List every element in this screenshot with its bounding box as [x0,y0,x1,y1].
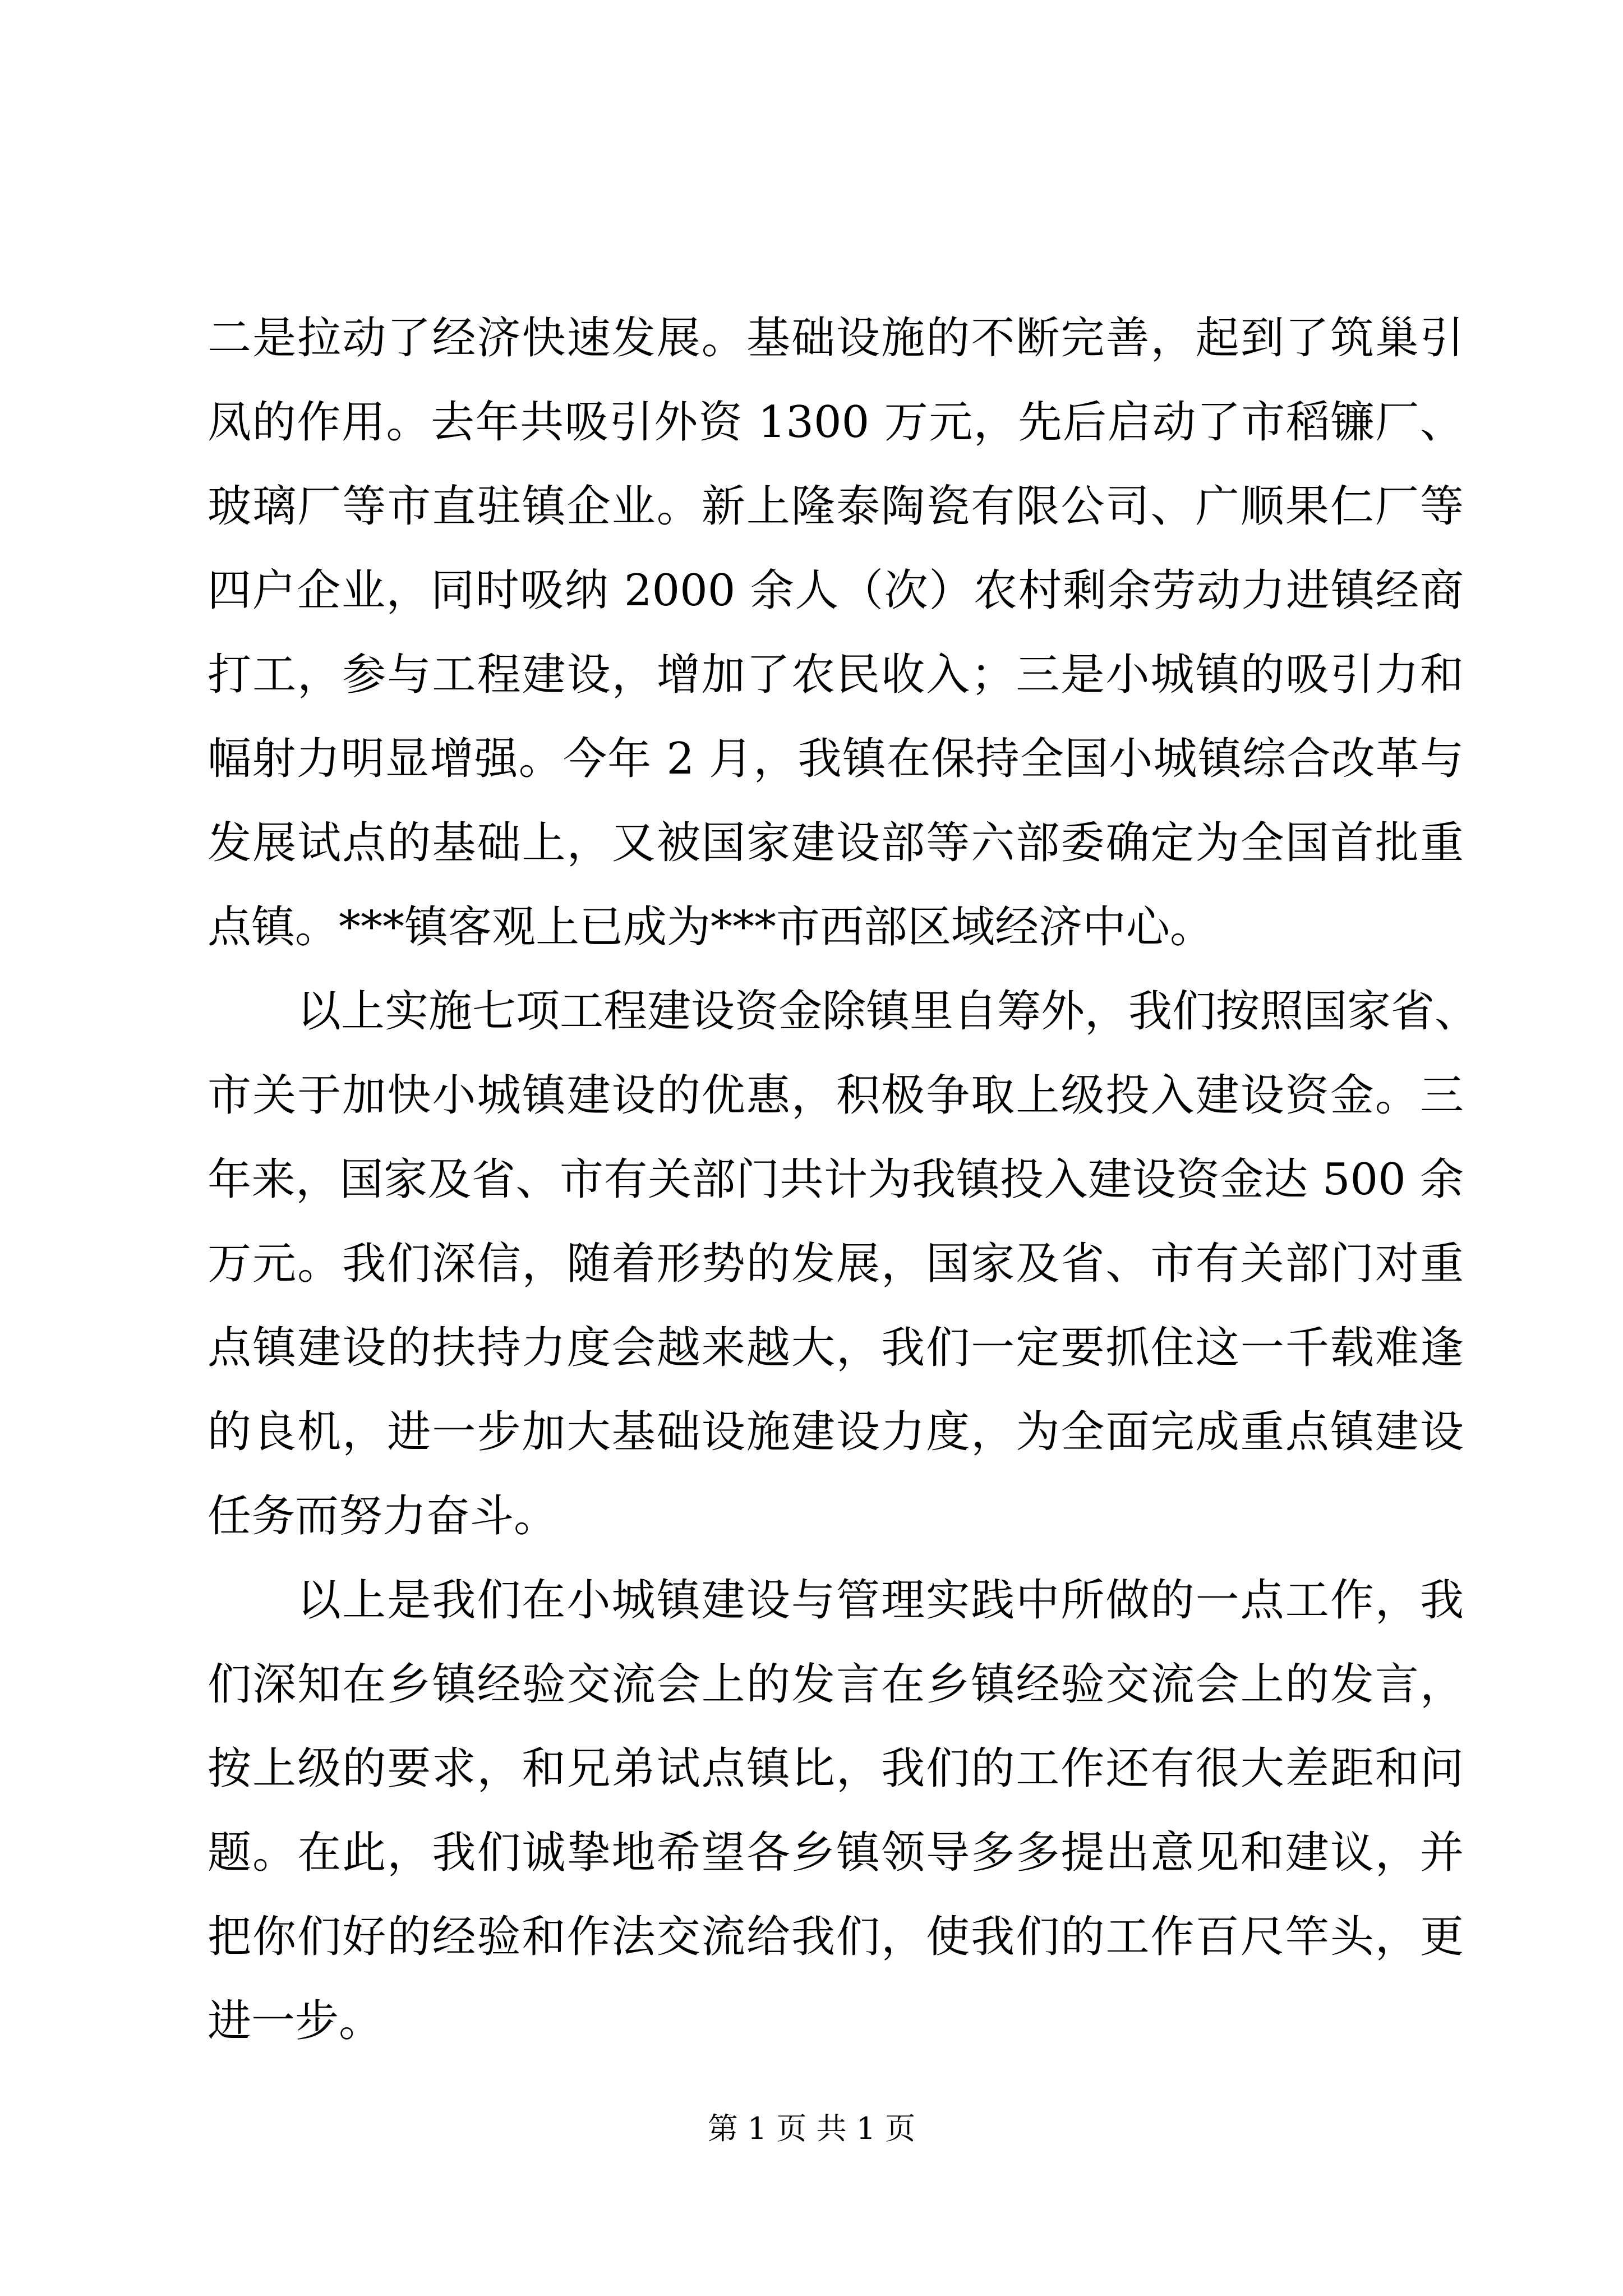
paragraph-2-line-7: 任务而努力奋斗。 [208,1491,558,1542]
paragraph-2-line-6: 的良机，进一步加大基础设施建设力度，为全面完成重点镇建设 [208,1407,1464,1457]
paragraph-2-line-4: 万元。我们深信，随着形势的发展，国家及省、市有关部门对重 [208,1239,1464,1289]
paragraph-3-line-1: 以上是我们在小城镇建设与管理实践中所做的一点工作，我 [297,1575,1464,1626]
paragraph-1-line-1: 二是拉动了经济快速发展。基础设施的不断完善，起到了筑巢引 [208,313,1464,364]
paragraph-3-line-5: 把你们好的经验和作法交流给我们，使我们的工作百尺竿头，更 [208,1912,1464,1962]
page-number-label: 第 1 页 共 1 页 [707,2111,916,2146]
page-footer [0,2109,1623,2148]
paragraph-2-line-5: 点镇建设的扶持力度会越来越大，我们一定要抓住这一千载难逢 [208,1323,1464,1373]
paragraph-2-line-2: 市关于加快小城镇建设的优惠，积极争取上级投入建设资金。三 [208,1070,1464,1121]
paragraph-3-line-4: 题。在此，我们诚挚地希望各乡镇领导多多提出意见和建议，并 [208,1828,1464,1878]
paragraph-1-line-7: 发展试点的基础上，又被国家建设部等六部委确定为全国首批重 [208,818,1464,868]
document-body [208,296,1479,2063]
paragraph-2-line-1: 以上实施七项工程建设资金除镇里自筹外，我们按照国家省、 [297,986,1479,1037]
paragraph-1-line-4: 四户企业，同时吸纳 2000 余人（次）农村剩余劳动力进镇经商 [208,565,1464,616]
paragraph-1-line-2: 凤的作用。去年共吸引外资 1300 万元，先后启动了市稻镰厂、 [208,397,1464,448]
paragraph-1-line-8: 点镇。***镇客观上已成为***市西部区域经济中心。 [208,902,1214,953]
paragraph-1-line-6: 幅射力明显增强。今年 2 月，我镇在保持全国小城镇综合改革与 [208,734,1464,784]
paragraph-1-line-5: 打工，参与工程建设，增加了农民收入；三是小城镇的吸引力和 [208,650,1464,700]
paragraph-2-line-3: 年来，国家及省、市有关部门共计为我镇投入建设资金达 500 余 [208,1154,1464,1205]
paragraph-3-line-2: 们深知在乡镇经验交流会上的发言在乡镇经验交流会上的发言， [208,1659,1464,1710]
paragraph-3-line-6: 进一步。 [208,1996,383,2046]
paragraph-1-line-3: 玻璃厂等市直驻镇企业。新上隆泰陶瓷有限公司、广顺果仁厂等 [208,481,1464,532]
paragraph-3-line-3: 按上级的要求，和兄弟试点镇比，我们的工作还有很大差距和问 [208,1743,1464,1794]
